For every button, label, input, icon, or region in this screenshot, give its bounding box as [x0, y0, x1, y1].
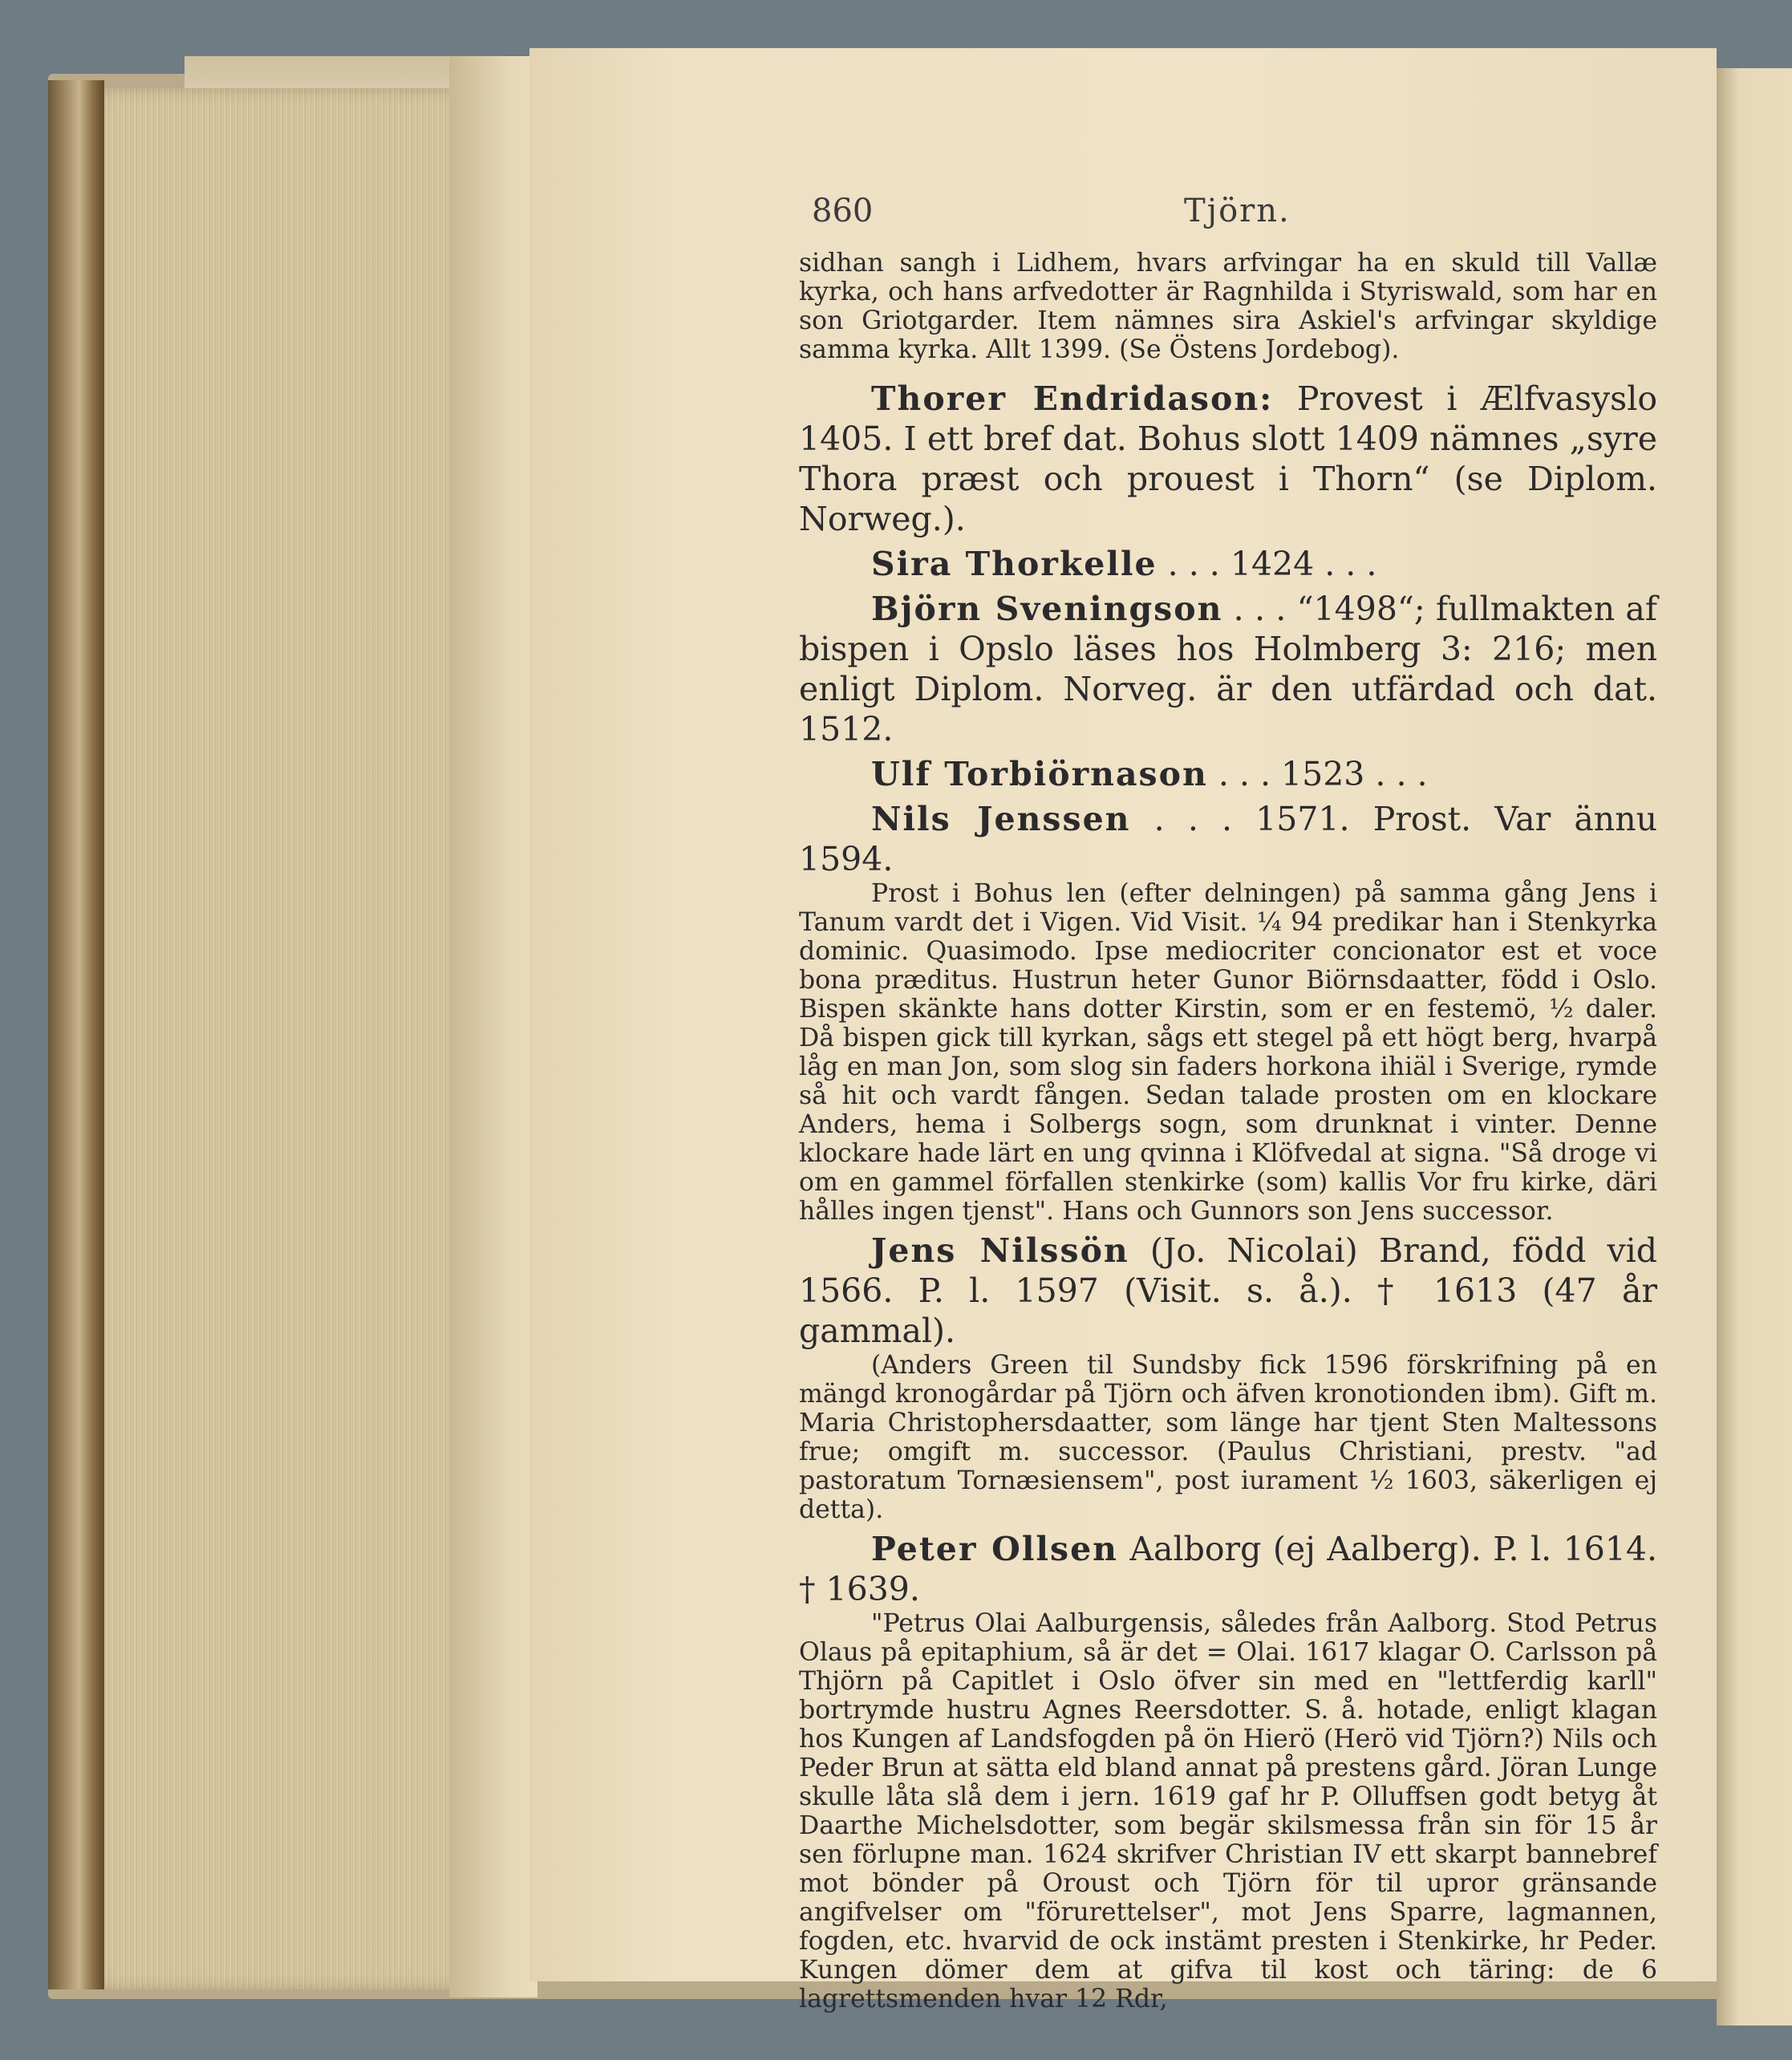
page-stack-edge	[104, 88, 481, 1989]
entry-text: . . . “1498“; fullmakten af bispen i Opslo läses hos Holmberg 3: 216; men enligt Diplom. Norveg. är den utfärdad och dat. 1512.	[799, 590, 1657, 748]
entry-thorer	[799, 379, 1657, 539]
note-peter: "Petrus Olai Aalburgensis, således från Aalborg. Stod Petrus Olaus på epitaphium, så är det = Olai. 1617 klagar O. Carlsson på Thjörn på Capitlet i Oslo öfver sin med en "lettferdig karll" bortrymde hustru Agnes Reersdotter. S. å. hotade, enligt klagan hos Kungen af Landsfogden på ön Hierö (Herö vid Tjörn?) Nils och Peder Brun at sätta eld bland annat på prestens gård. Jöran Lunge skulle låta slå dem i jern. 1619 gaf hr P. Olluffsen godt betyg åt Daarthe Michelsdotter, som begär skilsmessa från sin för 15 år sen förlupne man. 1624 skrifver Christian IV ett skarpt bannebref mot bönder på Oroust och Tjörn för til upror gränsande angifvelser om "förurettelser", mot Jens Sparre, lagmannen, fogden, etc. hvarvid de ock instämt presten i Stenkirke, hr Peder. Kungen dömer dem at gifva til kost och täring: de 6 lagrettsmenden hvar 12 Rdr,	[799, 1609, 1657, 2013]
entry-text: . . . 1523 . . .	[1207, 755, 1428, 793]
entry-name: Peter Ollsen	[871, 1530, 1118, 1568]
entry-peter	[799, 1529, 1657, 1609]
entry-bjorn	[799, 589, 1657, 749]
entry-ulf	[799, 754, 1657, 794]
paragraph-0: sidhan sangh i Lidhem, hvars arfvingar ha en skuld till Vallæ kyrka, och hans arfvedotter är Ragnhilda i Styriswald, som har en son Griotgarder. Item nämnes sira Askiel's arfvingar skyldige samma kyrka. Allt 1399. (Se Östens Jordebog).	[799, 249, 1657, 364]
entry-name: Björn Sveningson	[871, 590, 1223, 628]
cover-edge	[48, 80, 104, 1989]
entry-text: . . . 1571. Prost. Var ännu 1594.	[799, 800, 1658, 878]
entry-name: Ulf Torbiörnason	[871, 755, 1208, 793]
entry-jens	[799, 1231, 1657, 1351]
entry-text: (Jo. Nicolai) Brand, född vid 1566. P. l. 1597 (Visit. s. å.). † 1613 (47 år gammal).	[799, 1231, 1657, 1350]
entry-text: Provest i Ælfvasyslo 1405. I ett bref dat. Bohus slott 1409 nämnes „syre Thora præst och prouest i Thorn“ (se Diplom. Norweg.).	[799, 379, 1657, 538]
page-number: 860	[812, 193, 874, 229]
entry-text: . . . 1424 . . .	[1157, 545, 1377, 583]
running-title: Tjörn.	[1184, 193, 1291, 229]
note-jens: (Anders Green til Sundsby fick 1596 förskrifning på en mängd kronogårdar på Tjörn och äfven kronotionden ibm). Gift m. Maria Christophersdaatter, som länge har tjent Sten Maltessons frue; omgift m. successor. (Paulus Christiani, prestv. "ad pastoratum Tornæsiensem", post iurament ½ 1603, säkerligen ej detta).	[799, 1351, 1657, 1524]
entry-thorkelle	[799, 544, 1657, 584]
entry-name: Jens Nilssön	[871, 1231, 1129, 1270]
page-header	[799, 185, 1657, 249]
note-nils: Prost i Bohus len (efter delningen) på samma gång Jens i Tanum vardt det i Vigen. Vid Visit. ¼ 94 predikar han i Stenkyrka dominic. Quasimodo. Ipse mediocriter concionator est et voce bona præditus. Hustrun heter Gunor Biörnsdaatter, född i Oslo. Bispen skänkte hans dotter Kirstin, som er en festemö, ½ daler. Då bispen gick till kyrkan, sågs ett stegel på ett högt berg, hvarpå låg en man Jon, som slog sin faders horkona ihiäl i Sverige, rymde så hit och vardt fången. Sedan talade prosten om en klockare Anders, hema i Solbergs sogn, som drunknat i vinter. Denne klockare hade lärt en ung qvinna i Klöfvedal at signa. "Så droge vi om en gammel förfallen stenkirke (som) kallis Vor fru kirke, däri hålles ingen tjenst". Hans och Gunnors son Jens successor.	[799, 879, 1657, 1226]
page-gutter	[449, 56, 537, 1997]
facing-page-edge	[1717, 68, 1792, 2026]
entry-nils	[799, 799, 1657, 879]
page-content	[799, 185, 1657, 2013]
entry-text: Aalborg (ej Aalberg). P. l. 1614. † 1639.	[799, 1530, 1657, 1608]
entry-name: Thorer Endridason:	[871, 379, 1274, 418]
entry-name: Sira Thorkelle	[871, 545, 1158, 583]
entry-name: Nils Jenssen	[871, 800, 1131, 838]
